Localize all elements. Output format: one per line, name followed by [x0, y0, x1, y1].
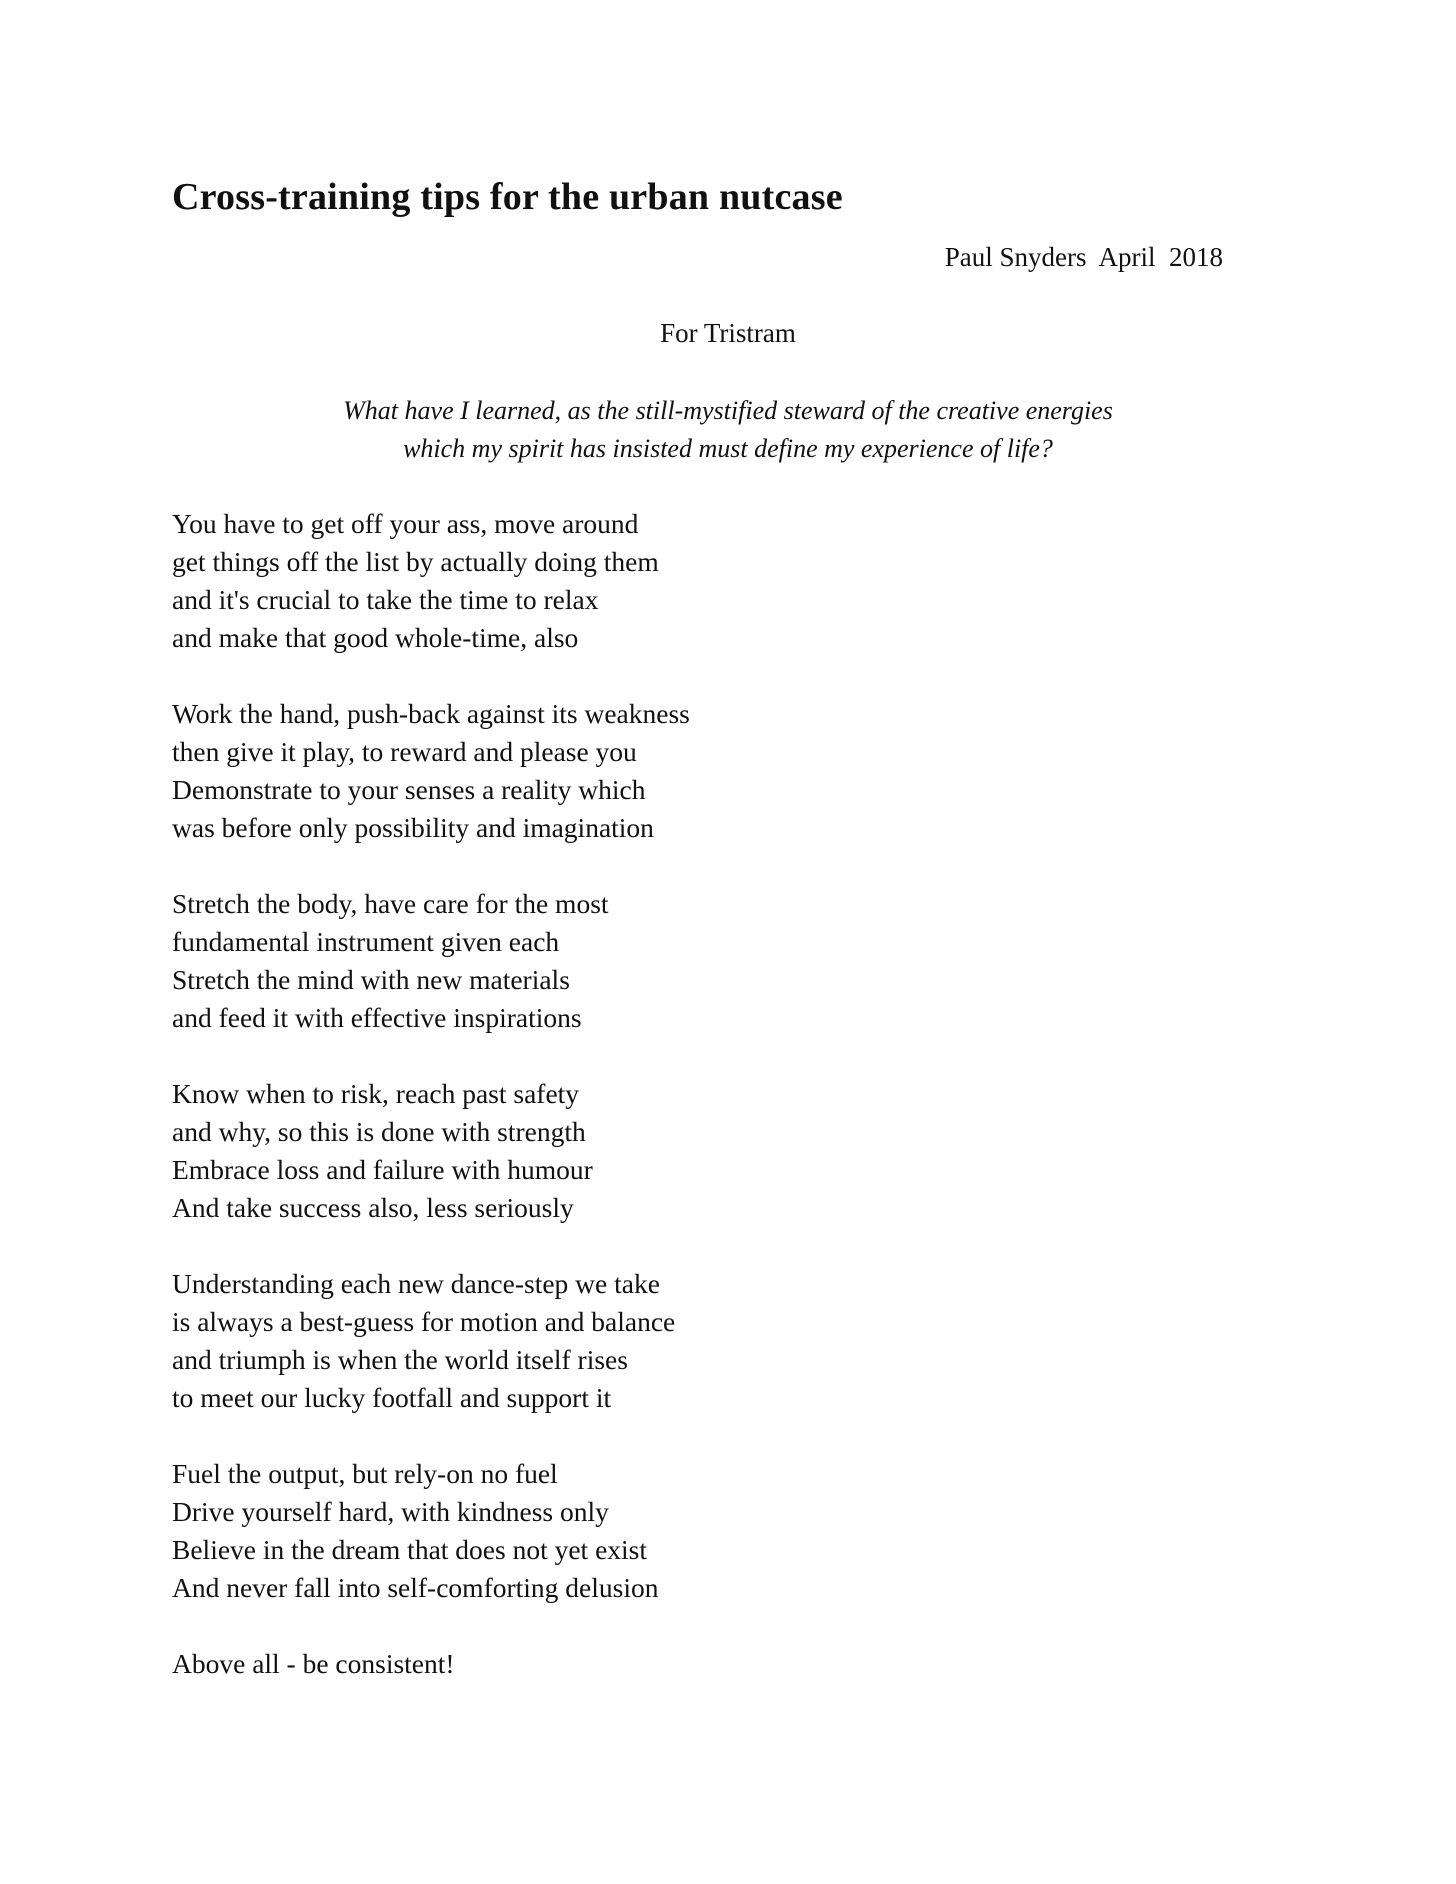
poem-line: and triumph is when the world itself rises	[172, 1344, 628, 1375]
closing-line: Above all - be consistent!	[172, 1648, 455, 1679]
poem-line: And never fall into self-comforting delusion	[172, 1572, 659, 1603]
poem-line: Stretch the mind with new materials	[172, 964, 570, 995]
poem-body	[172, 505, 1072, 1683]
stanza	[172, 505, 1072, 657]
poem-line: was before only possibility and imagination	[172, 812, 654, 843]
poem-line: and make that good whole-time, also	[172, 622, 579, 653]
poem-title: Cross-training tips for the urban nutcase	[172, 176, 843, 218]
poem-line: Work the hand, push-back against its weakness	[172, 698, 690, 729]
poem-line: and feed it with effective inspirations	[172, 1002, 582, 1033]
dedication: For Tristram	[660, 318, 796, 348]
poem-line: Believe in the dream that does not yet exist	[172, 1534, 648, 1565]
poem-line: and it's crucial to take the time to relax	[172, 584, 599, 615]
stanza	[172, 695, 1072, 847]
epigraph-line: which my spirit has insisted must define my experience of life?	[403, 434, 1053, 463]
epigraph	[0, 392, 1456, 468]
stanza	[172, 1075, 1072, 1227]
poem-line: get things off the list by actually doing them	[172, 546, 659, 577]
poem-line: And take success also, less seriously	[172, 1192, 574, 1223]
poem-line: to meet our lucky footfall and support it	[172, 1382, 612, 1413]
poem-line: and why, so this is done with strength	[172, 1116, 586, 1147]
stanza	[172, 1265, 1072, 1417]
poem-line: Know when to risk, reach past safety	[172, 1078, 580, 1109]
poem-line: Drive yourself hard, with kindness only	[172, 1496, 609, 1527]
poem-line: then give it play, to reward and please you	[172, 736, 637, 767]
poem-line: is always a best-guess for motion and balance	[172, 1306, 676, 1337]
poem-line: Understanding each new dance-step we take	[172, 1268, 660, 1299]
poem-line: Stretch the body, have care for the most	[172, 888, 609, 919]
poem-line: Fuel the output, but rely-on no fuel	[172, 1458, 558, 1489]
author-date-byline: Paul Snyders April 2018	[944, 242, 1223, 272]
epigraph-line: What have I learned, as the still-mystified steward of the creative energies	[343, 396, 1113, 425]
poem-line: Demonstrate to your senses a reality which	[172, 774, 646, 805]
stanza	[172, 885, 1072, 1037]
stanza	[172, 1455, 1072, 1607]
poem-line: Embrace loss and failure with humour	[172, 1154, 593, 1185]
poem-line: fundamental instrument given each	[172, 926, 560, 957]
poem-line: You have to get off your ass, move around	[172, 508, 639, 539]
